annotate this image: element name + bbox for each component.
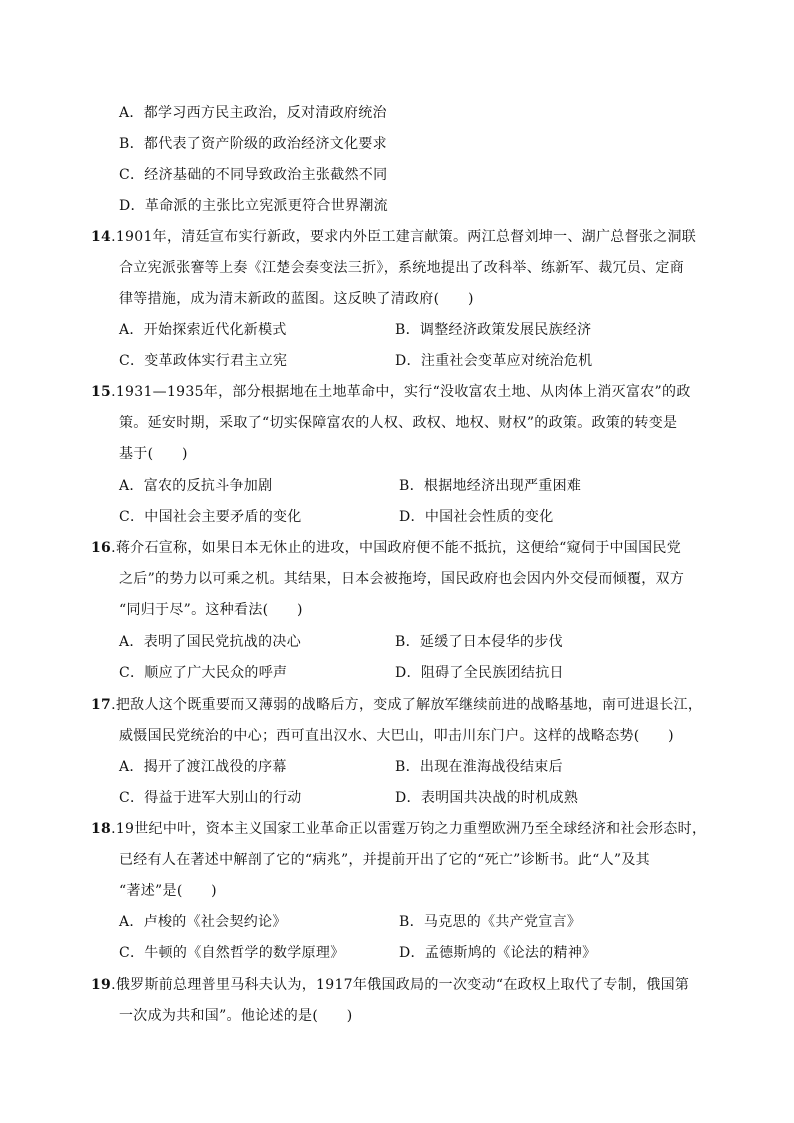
q15-option-a: A．富农的反抗斗争加剧 bbox=[119, 478, 273, 494]
q16-stem-line-3: “同归于尽”。这种看法( ) bbox=[119, 602, 303, 618]
q19-number: 19 bbox=[91, 977, 112, 993]
q14-stem-line-2: 合立宪派张謇等上奏《江楚会奏变法三折》，系统地提出了改科举、练新军、裁冗员、定商 bbox=[119, 260, 684, 276]
q17-stem-line-1: 17.把敌人这个既重要而又薄弱的战略后方，变成了解放军继续前进的战略基地，南可进退长江， bbox=[91, 697, 703, 713]
q18-stem-line-3: “著述”是( ) bbox=[119, 883, 217, 899]
q13-option-c: C．经济基础的不同导致政治主张截然不同 bbox=[119, 167, 388, 183]
q17-stem-line-2: 威慑国民党统治的中心；西可直出汉水、大巴山，叩击川东门户。这样的战略态势( ) bbox=[119, 728, 674, 744]
q17-option-b: B．出现在淮海战役结束后 bbox=[395, 759, 563, 775]
q15-option-d: D．中国社会性质的变化 bbox=[399, 509, 554, 525]
q14-stem-line-3: 律等措施，成为清末新政的蓝图。这反映了清政府( ) bbox=[119, 291, 474, 307]
q18-option-d: D．孟德斯鸠的《论法的精神》 bbox=[399, 945, 597, 961]
q15-stem-line-2: 策。延安时期，采取了“切实保障富农的人权、政权、地权、财权”的政策。政策的转变是 bbox=[119, 415, 678, 431]
q14-option-c: C．变革政体实行君主立宪 bbox=[119, 353, 288, 369]
q16-stem-line-1: 16.蒋介石宣称，如果日本无休止的进攻，中国政府便不能不抵抗，这便给“窥伺于中国国民党 bbox=[91, 540, 681, 556]
q17-number: 17 bbox=[91, 697, 112, 713]
q14-stem-line-1: 14.1901年，清廷宣布实行新政，要求内外臣工建言献策。两江总督刘坤一、湖广总督张之洞联 bbox=[91, 229, 697, 245]
q15-stem-line-3: 基于( ) bbox=[119, 446, 188, 462]
q19-stem-line-1: 19.俄罗斯前总理普里马科夫认为，1917年俄国政局的一次变动“在政权上取代了专制，俄国第 bbox=[91, 977, 690, 993]
q18-option-a: A．卢梭的《社会契约论》 bbox=[119, 914, 287, 930]
q17-option-d: D．表明国共决战的时机成熟 bbox=[395, 790, 579, 806]
q18-option-b: B．马克思的《共产党宣言》 bbox=[399, 914, 582, 930]
q13-option-d: D．革命派的主张比立宪派更符合世界潮流 bbox=[119, 198, 388, 214]
q16-option-a: A．表明了国民党抗战的决心 bbox=[119, 634, 302, 650]
q15-number: 15 bbox=[91, 384, 112, 400]
q19-stem-line-2: 一次成为共和国”。他论述的是( ) bbox=[119, 1008, 353, 1024]
q13-option-a: A．都学习西方民主政治，反对清政府统治 bbox=[119, 105, 387, 121]
q18-stem-line-1: 18.19世纪中叶，资本主义国家工业革命正以雷霆万钧之力重塑欧洲乃至全球经济和社会形态时， bbox=[91, 821, 707, 837]
q15-option-b: B．根据地经济出现严重困难 bbox=[399, 478, 582, 494]
q16-option-c: C．顺应了广大民众的呼声 bbox=[119, 665, 288, 681]
q14-option-b: B．调整经济政策发展民族经济 bbox=[395, 322, 592, 338]
q13-option-b: B．都代表了资产阶级的政治经济文化要求 bbox=[119, 136, 387, 152]
q16-option-b: B．延缓了日本侵华的步伐 bbox=[395, 634, 563, 650]
q14-number: 14 bbox=[91, 229, 112, 245]
q18-number: 18 bbox=[91, 821, 112, 837]
q16-stem-line-2: 之后”的势力以可乘之机。其结果，日本会被拖垮，国民政府也会因内外交侵而倾覆，双方 bbox=[119, 571, 685, 587]
q16-option-d: D．阻碍了全民族团结抗日 bbox=[395, 665, 564, 681]
q15-stem-line-1: 15.1931—1935年，部分根据地在土地革命中，实行“没收富农土地、从肉体上消灭富农”的政 bbox=[91, 384, 691, 400]
q16-number: 16 bbox=[91, 540, 112, 556]
q18-option-c: C．牛顿的《自然哲学的数学原理》 bbox=[119, 945, 345, 961]
q14-option-a: A．开始探索近代化新模式 bbox=[119, 322, 287, 338]
q14-option-d: D．注重社会变革应对统治危机 bbox=[395, 353, 593, 369]
q15-option-c: C．中国社会主要矛盾的变化 bbox=[119, 509, 302, 525]
q17-option-c: C．得益于进军大别山的行动 bbox=[119, 790, 302, 806]
q18-stem-line-2: 已经有人在著述中解剖了它的“病兆”，并提前开出了它的“死亡”诊断书。此“人”及其 bbox=[119, 852, 650, 868]
q17-option-a: A．揭开了渡江战役的序幕 bbox=[119, 759, 287, 775]
